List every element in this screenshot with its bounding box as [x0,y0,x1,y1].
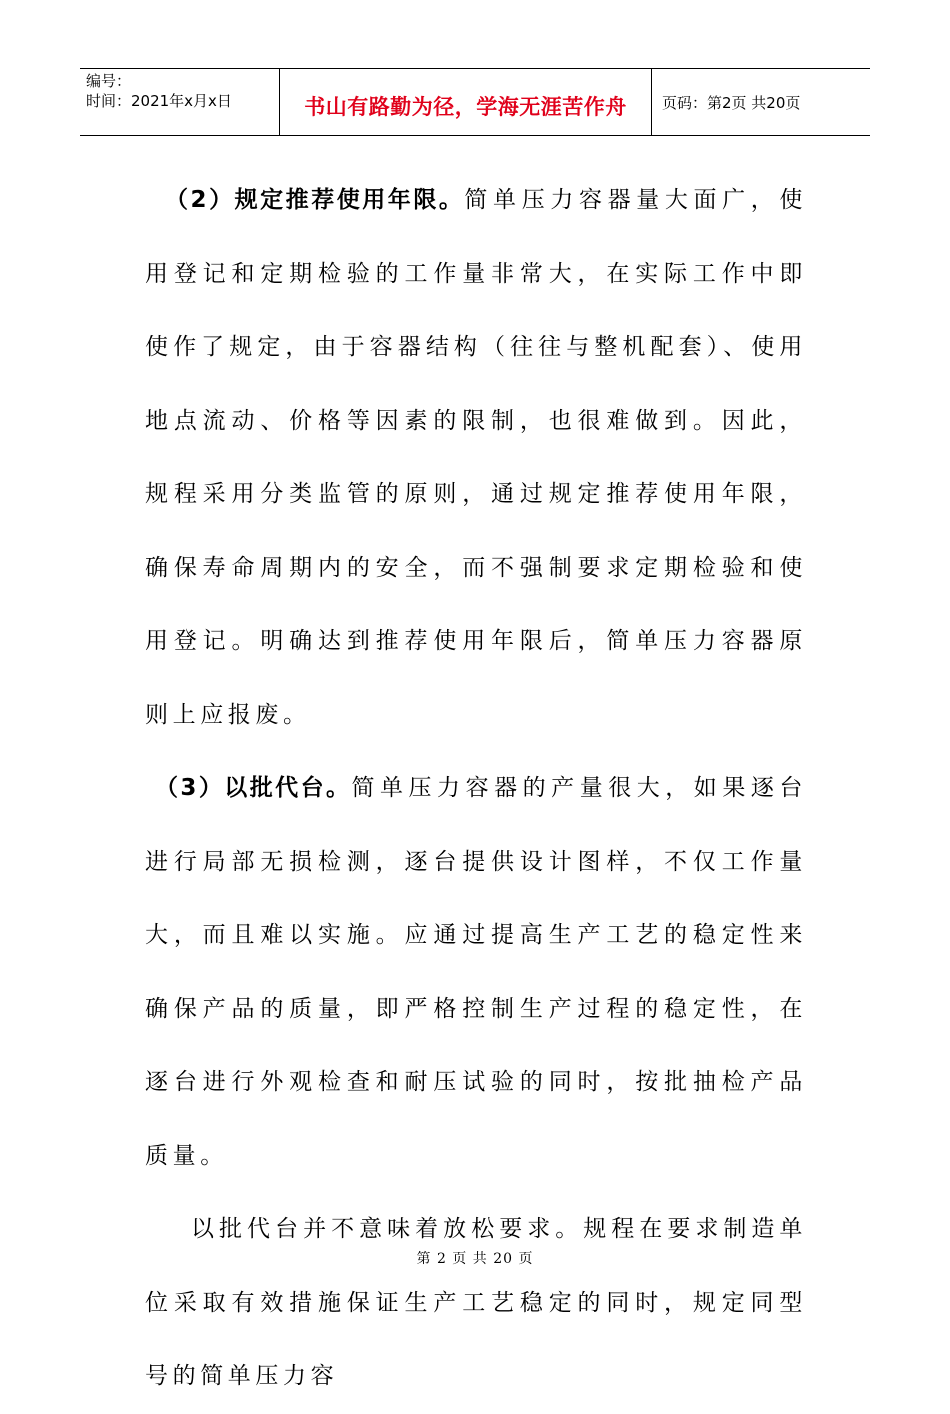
header-motto-cell [280,69,652,135]
header-motto: 书山有路勤为径，学海无涯苦作舟 [304,95,627,119]
date-label: 时间：2021年x月x日 [86,92,232,110]
paragraph-3 [145,1193,807,1414]
header-page-info: 页码：第2页 共20页 [662,93,801,112]
page-header [80,68,870,136]
paragraph-3-text: 以批代台并不意味着放松要求。规程在要求制造单位采取有效措施保证生产工艺稳定的同时，规定同型号的简单压力容 [145,1216,807,1389]
document-body [145,164,807,1414]
paragraph-2-heading: （3）以批代台。 [155,775,352,801]
paragraph-2 [145,752,807,1193]
page-footer: 第 2 页 共 20 页 [416,1251,534,1267]
paragraph-1 [145,164,807,752]
paragraph-2-text: 简单压力容器的产量很大，如果逐台进行局部无损检测，逐台提供设计图样，不仅工作量大，而且难以实施。应通过提高生产工艺的稳定性来确保产品的质量，即严格控制生产过程的稳定性，在逐台进行外观检查和耐压试验的同时，按批抽检产品质量。 [145,775,807,1169]
serial-number-label: 编号： [86,72,132,90]
paragraph-1-heading: （2）规定推荐使用年限。 [165,187,465,213]
header-meta-cell [80,69,280,135]
header-page-cell [652,69,870,135]
paragraph-1-text: 简单压力容器量大面广，使用登记和定期检验的工作量非常大，在实际工作中即使作了规定，由于容器结构（往往与整机配套）、使用地点流动、价格等因素的限制，也很难做到。因此，规程采用分类监管的原则，通过规定推荐使用年限，确保寿命周期内的安全，而不强制要求定期检验和使用登记。明确达到推荐使用年限后，简单压力容器原则上应报废。 [145,187,807,728]
